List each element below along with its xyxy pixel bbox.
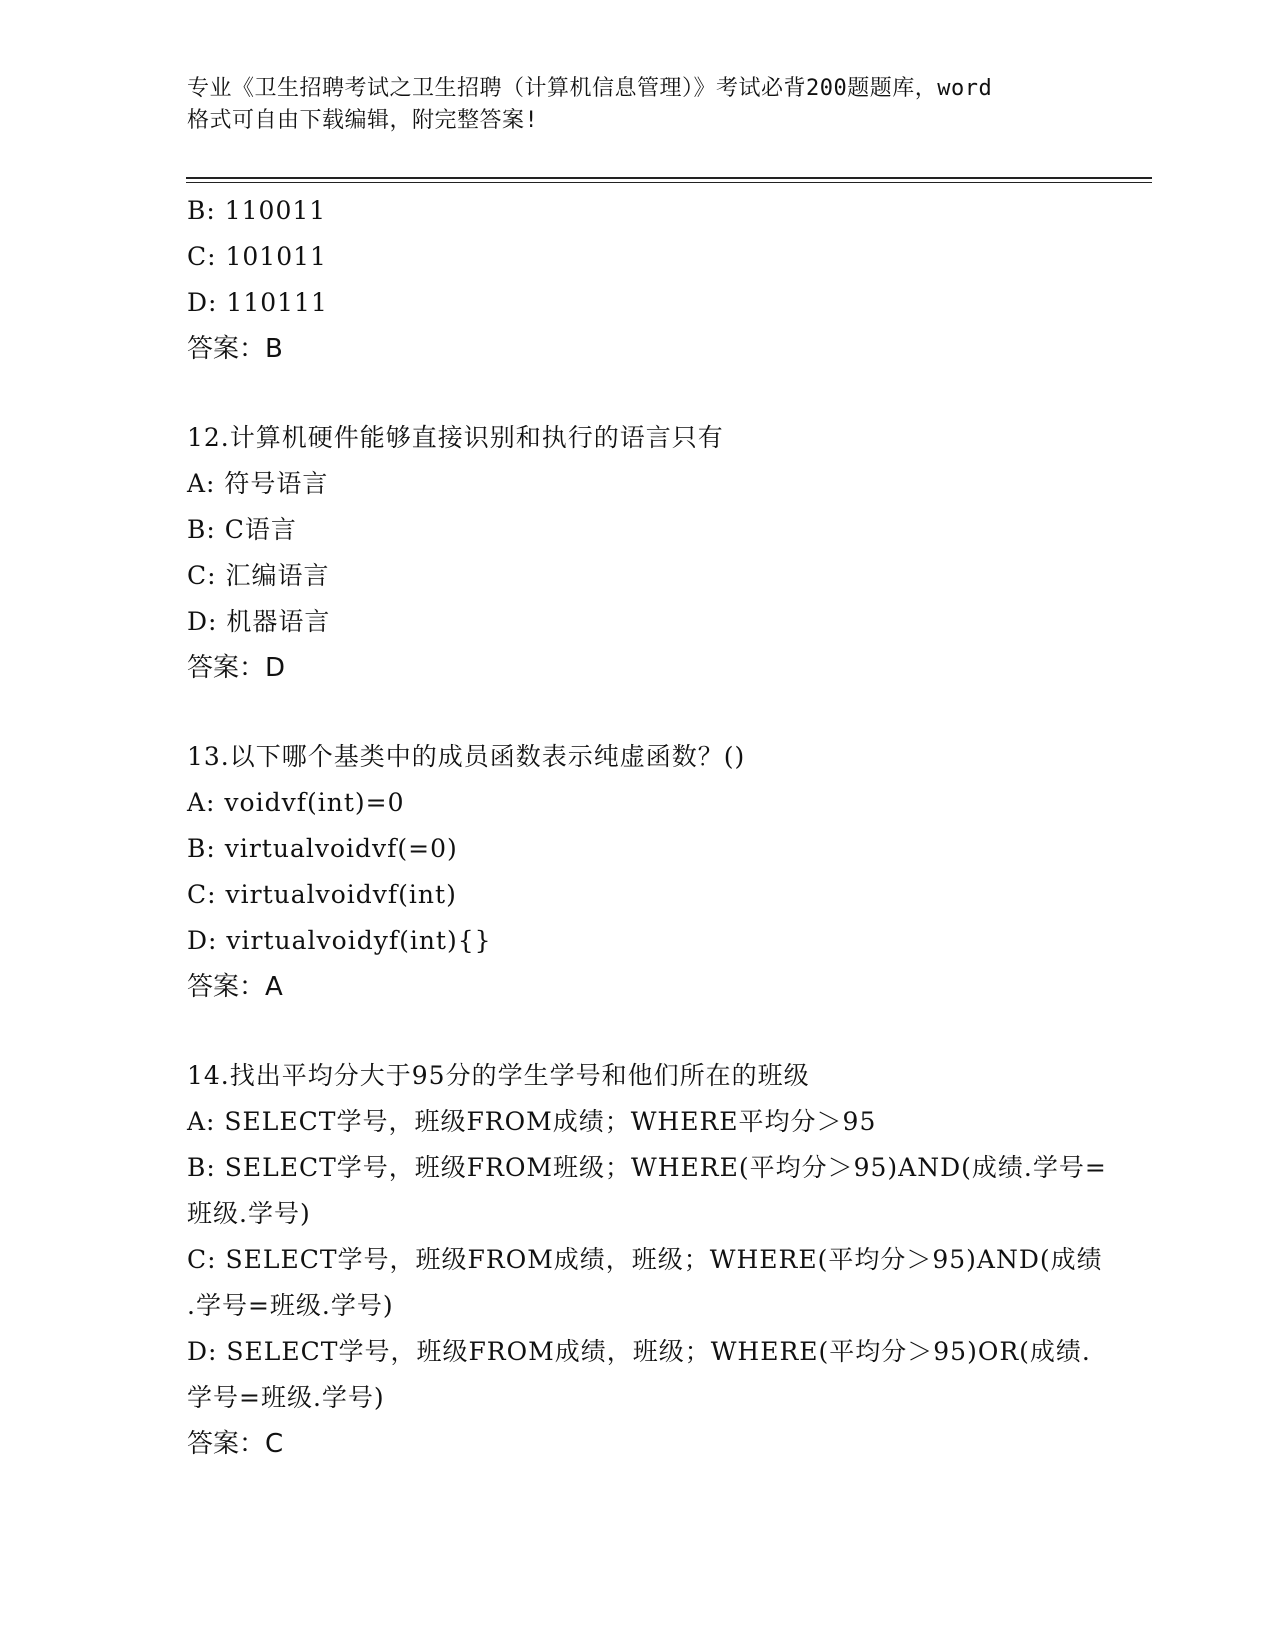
header-divider-thick [186,177,1152,179]
option-a: A: 符号语言 [187,469,329,498]
question-text: 12.计算机硬件能够直接识别和执行的语言只有 [187,423,724,452]
option-b: B: C语言 [187,515,297,544]
header-divider-thin [186,182,1152,183]
option-b: B: virtualvoidvf(=0) [187,834,458,863]
answer: 答案：D [187,653,286,683]
option-d: D: 110111 [187,288,328,317]
option-a: A: voidvf(int)=0 [187,788,405,817]
spacer [187,691,1087,734]
question-12 [187,415,1087,691]
spacer [187,1010,1087,1053]
option-c: C: 101011 [187,242,327,271]
option-d-line-1: D: SELECT学号，班级FROM成绩，班级；WHERE(平均分＞95)OR(成绩. [187,1337,1091,1366]
spacer [187,372,1087,415]
option-d-line-2: 学号=班级.学号) [187,1383,385,1412]
option-a: A: SELECT学号，班级FROM成绩；WHERE平均分＞95 [187,1107,877,1136]
document-header [187,73,1087,137]
option-b: B: 110011 [187,196,327,225]
question-11 [187,188,1087,372]
header-line-1: 专业《卫生招聘考试之卫生招聘（计算机信息管理）》考试必背200题题库，word [187,76,993,101]
option-c-line-1: C: SELECT学号，班级FROM成绩，班级；WHERE(平均分＞95)AND(成绩 [187,1245,1103,1274]
option-c-line-2: .学号=班级.学号) [187,1291,394,1320]
header-line-2: 格式可自由下载编辑，附完整答案! [187,108,539,133]
answer: 答案：B [187,334,283,364]
option-b-line-2: 班级.学号) [187,1199,311,1228]
answer: 答案：C [187,1429,284,1459]
option-d: D: virtualvoidyf(int){} [187,926,492,955]
question-list [187,188,1107,1467]
question-text: 14.找出平均分大于95分的学生学号和他们所在的班级 [187,1061,810,1090]
option-c: C: 汇编语言 [187,561,330,590]
question-14 [187,1053,1107,1467]
question-13 [187,734,1087,1010]
option-c: C: virtualvoidvf(int) [187,880,457,909]
answer: 答案：A [187,972,283,1002]
question-text: 13.以下哪个基类中的成员函数表示纯虚函数？() [187,742,746,771]
option-d: D: 机器语言 [187,607,331,636]
option-b-line-1: B: SELECT学号，班级FROM班级；WHERE(平均分＞95)AND(成绩.学号= [187,1153,1107,1182]
